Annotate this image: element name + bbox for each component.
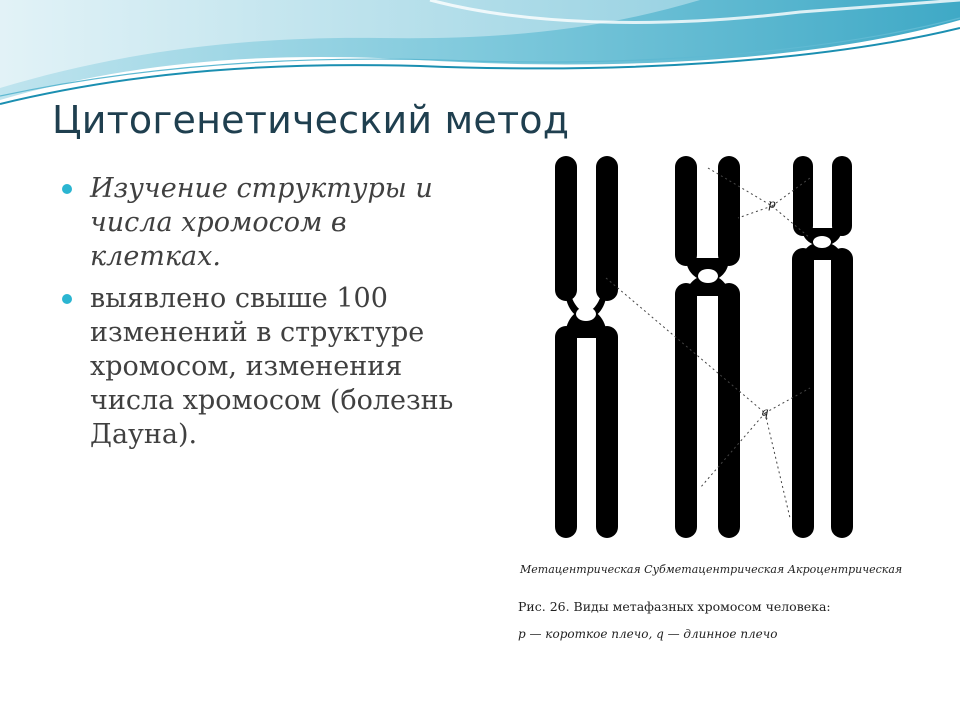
metacentric-chromosome: [555, 156, 618, 538]
label-p: p: [768, 197, 776, 211]
acrocentric-chromosome: [792, 156, 853, 538]
chromosome-types-line: Метацентрическая Субметацентрическая Акроцентрическая: [520, 563, 903, 576]
slide-title: Цитогенетический метод: [52, 98, 570, 142]
submetacentric-chromosome: [675, 156, 740, 538]
label-q: q: [761, 405, 769, 419]
bullet-item: [62, 282, 462, 452]
figure-caption: Рис. 26. Виды метафазных хромосом человека:: [518, 599, 831, 614]
chromosome-diagram: [510, 148, 903, 658]
pointer-lines: [606, 168, 810, 518]
bullet-text: выявлено свыше 100 изменений в структуре хромосом, изменения числа хромосом (болезнь Дауна).: [90, 283, 454, 450]
bullet-item: [62, 172, 462, 274]
figure-caption-legend: р — короткое плечо, q — длинное плечо: [518, 627, 778, 641]
bullet-dot-icon: [62, 294, 72, 304]
bullet-text: Изучение структуры и числа хромосом в клетках.: [90, 173, 433, 272]
bullet-list: [62, 172, 462, 460]
bullet-dot-icon: [62, 184, 72, 194]
